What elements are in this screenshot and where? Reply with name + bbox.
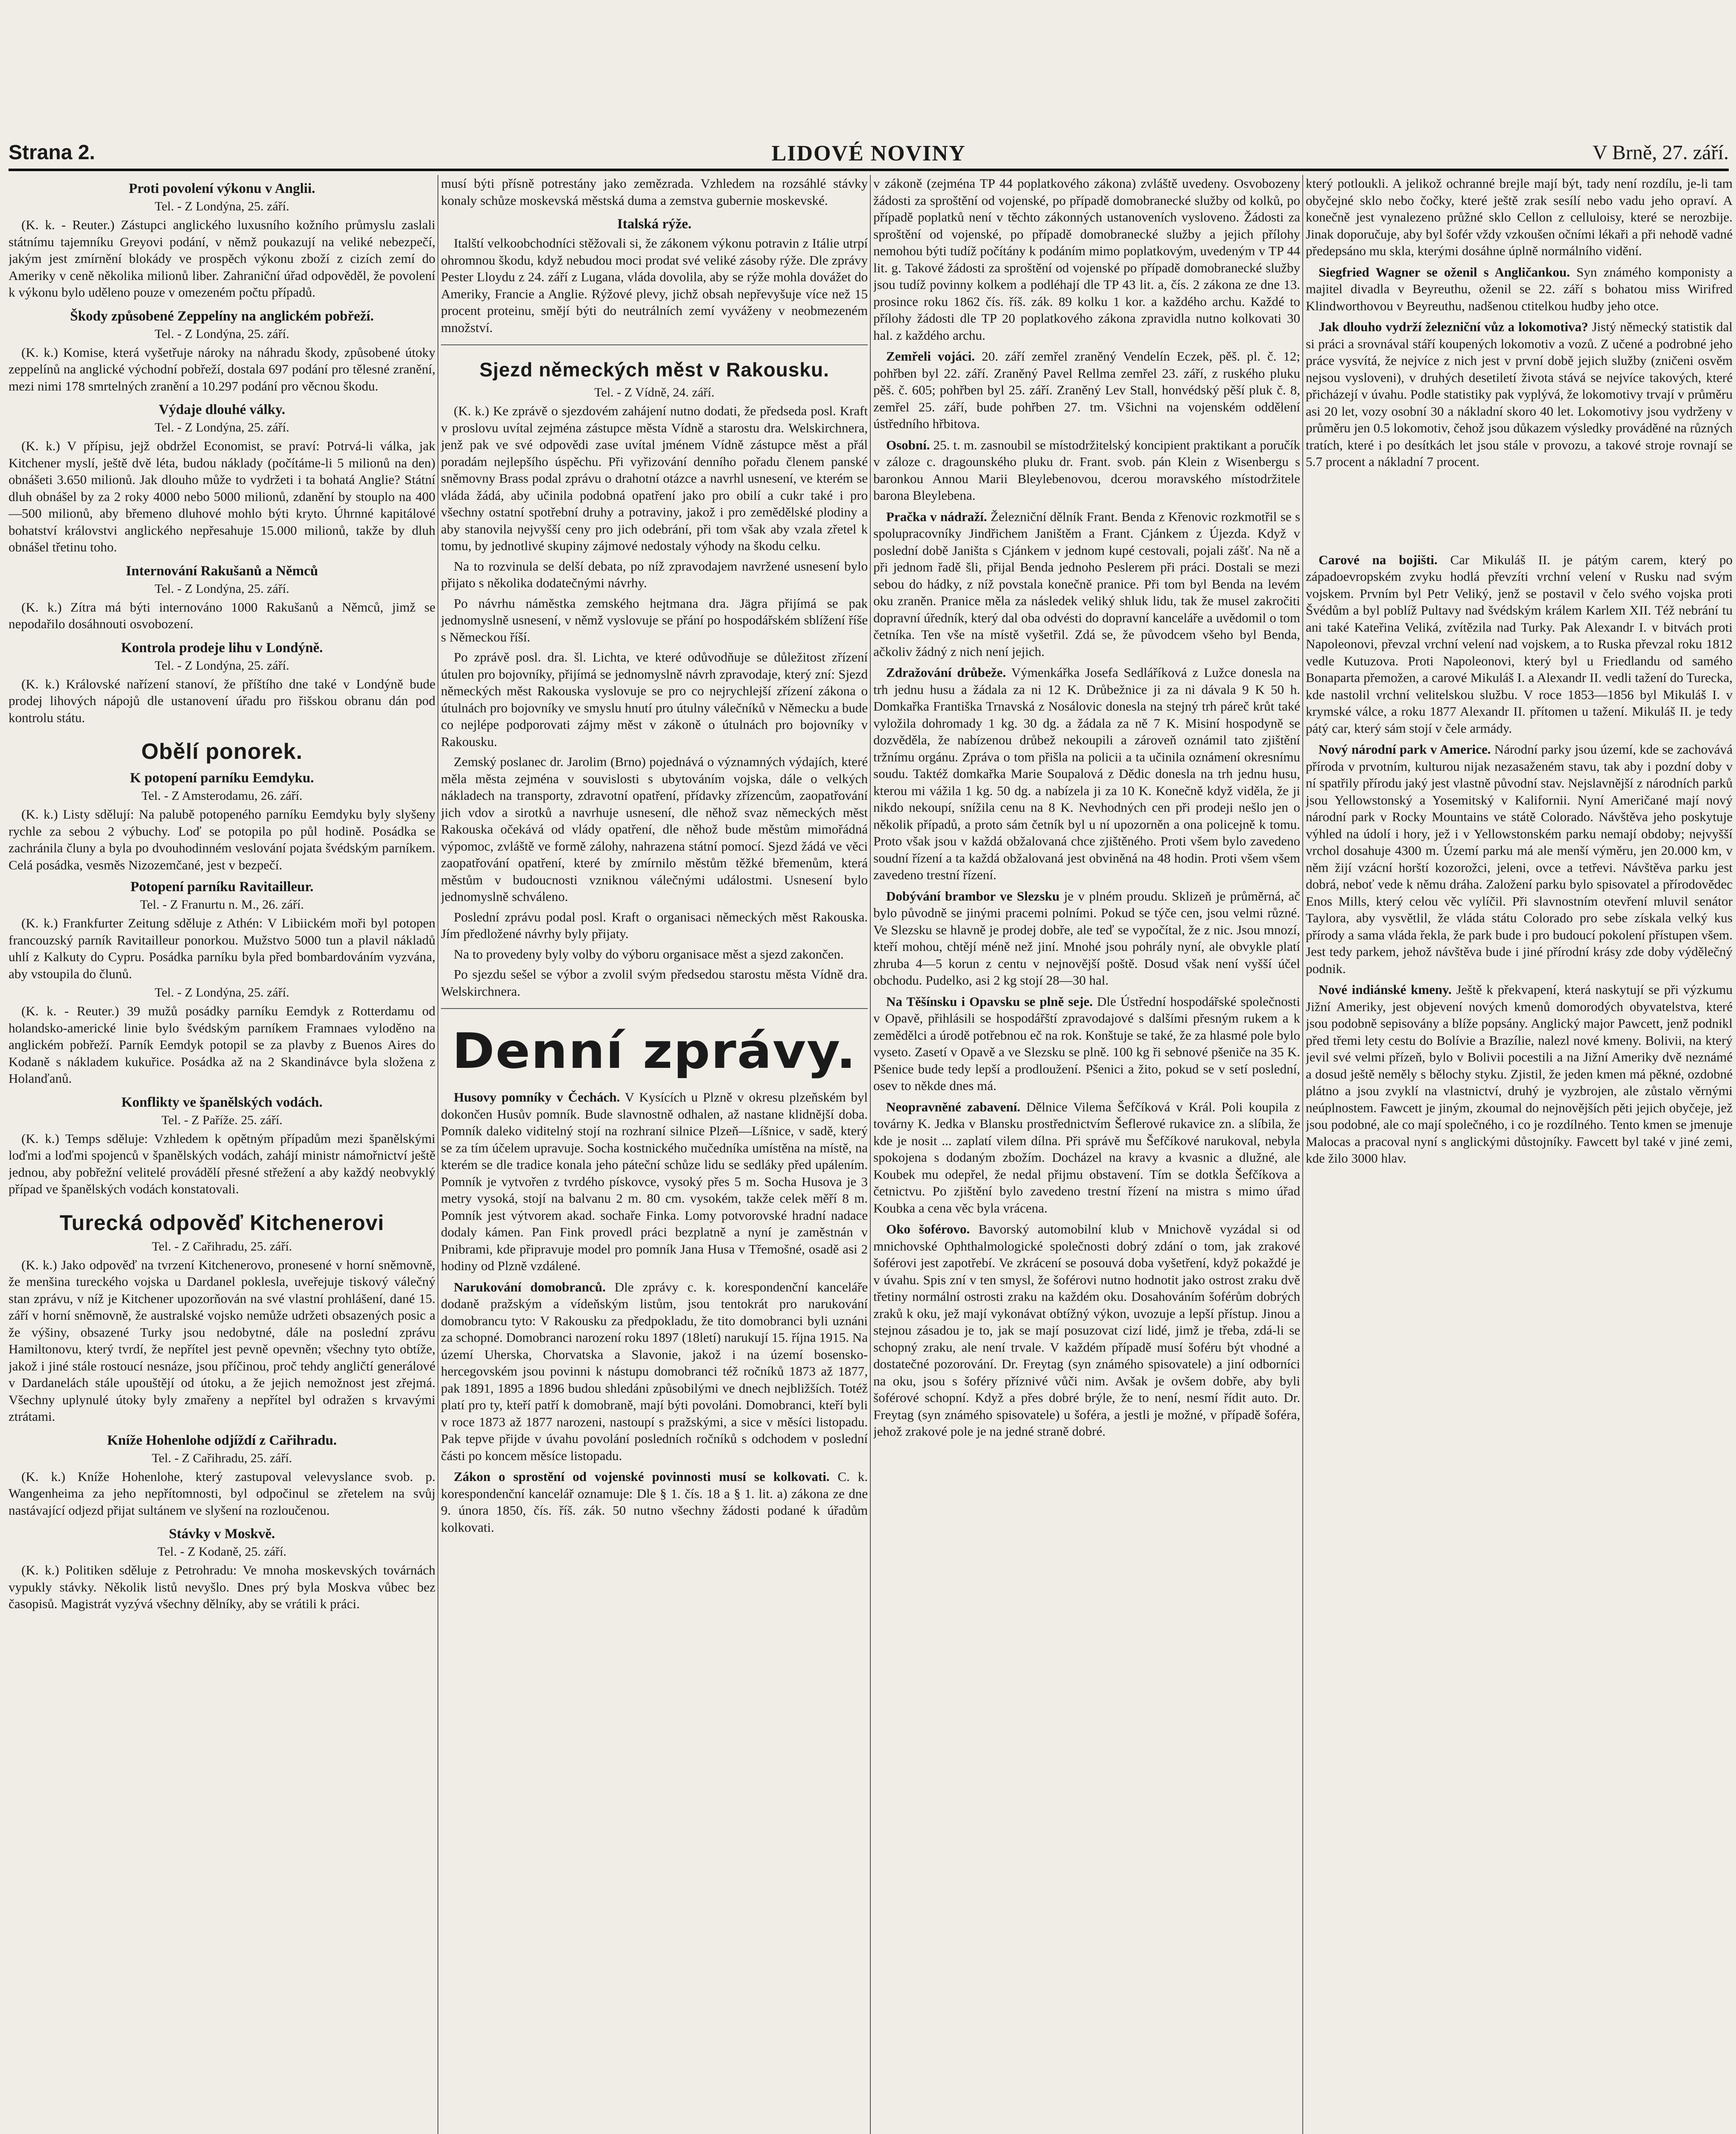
blank-space <box>1306 475 1733 551</box>
article-dateline: Tel. - Z Vídně, 24. září. <box>594 385 715 399</box>
news-lead: Carové na bojišti. <box>1319 552 1438 567</box>
news-lead: Husovy pomníky v Čechách. <box>454 1090 620 1105</box>
article <box>441 175 868 209</box>
article-dateline: Tel. - Z Londýna, 25. září. <box>155 199 289 213</box>
news-body: Car Mikuláš II. je pátým carem, který po západoevropském zvyku hodlá převzíti vrchní velení v Rusku nad svým vojskem. Prvním byl Petr Veliký, jenž se postavil v čelo svého vojska proti Švédům a byl poblíž Pultavy nad švédským králem Karlem XII. Též nebrání tu ani také Kateřina Veliká, zvítězila nad Turky. Pak Alexandr I. v bitvách proti Napoleonovi, převzal vrchní velení nad vojskem, a to Ruska převzal roku 1812 vedle Kutuzova. Proti Napoleonovi, který byl u Friedlandu od samého Bonaparta přemožen, a carové Mikuláš I. a Alexandr II. vedli tažení do Turecka, kde nastolil vrchní velitelskou službu. V roce 1853—1856 byl Mikuláš I. v krymské válce, a roku 1877 Alexandr II. přítomen u tažení. Mikuláš II. je tedy pátý car, který sám stojí v čele armády. <box>1306 552 1733 736</box>
article <box>9 1210 435 1425</box>
news-item <box>873 993 1300 1094</box>
article-title: Konflikty ve španělských vodách. <box>121 1094 323 1110</box>
news-lead: Pračka v nádraží. <box>886 509 987 524</box>
news-body: Národní parky jsou území, kde se zachovává příroda v prvotním, kulturou nijak nezasaženém stavu, tak aby i pozdní doby v ní spatřily přírodu jaký jest vlastně původní stav. Nejslavnější z národních parků jsou Yellowstonský a Yosemitský v Kalifornii. Nyní Američané mají nový národní park v Rocky Mountains ve státě Colorado. Návštěva jeho poskytuje výhled na údolí i hory, jež i v Yellowstonském parku nemají obdoby; nejvyšší vrchol dosahuje 4300 m. Území parku má ale menší výměru, jen 20.000 km, v něm žijí vzácní horští kozorožci, jeleni, ovce a tetřevi. Návštěva parku jest dobrá, neboť vede k němu dráha. Založení parku bylo spisovatel a přírodovědec Enos Mills, který celou věc vylíčil. Při slavnostním otevření mluvil senátor Taylora, aby vysvětlil, že vláda státu Colorado pro sebe získala velký kus přírody a sama vláda řekla, že park bude i pro budoucí pokolení přístupen všem. Jest tedy parkem, jehož návštěva bude i jiné přírodní krásy zde doby výdělečný podnik. <box>1306 742 1733 976</box>
news-lead: Jak dlouho vydrží železniční vůz a lokomotiva? <box>1319 319 1588 334</box>
news-lead: Osobní. <box>886 437 930 452</box>
article <box>9 402 435 556</box>
article-dateline: Tel. - Z Londýna, 25. září. <box>155 420 289 434</box>
news-item <box>441 1468 868 1536</box>
article-body: (K. k.) V přípisu, jejž obdržel Economist, se praví: Potrvá-li válka, jak Kitchener myslí, ještě dvě léta, budou náklady (počítáme-li 5 milionů na den) obnášeti 3.650 milionů. Jak dlouho může to vydržeti i ta bohatá Anglie? Státní dluh obnášel by za 2 roky 4000 nebo 5000 milionů, zdanění by stouplo na 400—500 milionů, aby břemeno dluhové mohlo býti kryto. Úhrnné kapitálové bohatství královstvi anglického nepřesahuje 15.000 milionů, takže by dluh obnášel třetinu toho. <box>9 438 435 554</box>
news-lead: Dobývání brambor ve Slezsku <box>886 888 1060 904</box>
article-body: Na to provedeny byly volby do výboru organisace měst a sjezd zakončen. <box>454 946 844 962</box>
article <box>9 1526 435 1612</box>
dateline: V Brně, 27. září. <box>1592 141 1729 164</box>
article-body: Italští velkoobchodníci stěžovali si, že zákonem výkonu potravin z Itálie utrpí ohromnou škodu, když nebudou moci prodat své veliké zásoby rýže. Dle zprávy Pester Lloydu z 24. září z Lugana, vláda dovolila, aby se rýže mohla dovážet do Ameriky, Francie a Anglie. Rýžové plevy, jichž obsah nepřevyšuje více než 15 procent proteinu, smějí býti do neutrálních zemí vyváženy v neobmezeném množství. <box>441 236 868 335</box>
article <box>9 563 435 633</box>
article-dateline: Tel. - Z Cařihradu, 25. září. <box>152 1239 292 1254</box>
news-item <box>441 1279 868 1464</box>
column-3 <box>873 175 1300 2134</box>
article-title: Turecká odpověď Kitchenerovi <box>59 1210 385 1235</box>
news-item <box>873 888 1300 989</box>
article-title: Škody způsobené Zeppelíny na anglickém pobřeží. <box>70 308 374 324</box>
article-dateline: Tel. - Z Londýna, 25. září. <box>155 581 289 596</box>
article-title: Internování Rakušanů a Němců <box>125 563 318 579</box>
news-item <box>1306 981 1733 1167</box>
article-body: Na to rozvinula se delší debata, po níž zpravodajem navržené usnesení bylo přijato s několika dodatečnými návrhy. <box>441 558 868 590</box>
article-dateline: Tel. - Z Kodaně, 25. září. <box>158 1545 286 1559</box>
news-lead: Zemřeli vojáci. <box>886 349 975 364</box>
column-divider <box>1302 175 1303 2134</box>
news-item <box>1306 741 1733 977</box>
news-item <box>873 664 1300 883</box>
article-body: Po návrhu náměstka zemského hejtmana dra. Jägra přijímá se pak jednomyslně usnesení, v němž vyslovuje se přání po hospodářském sblížení říše s Německou říší. <box>441 595 868 644</box>
article-body: (K. k. - Reuter.) 39 mužů posádky parníku Eemdyk z Rotterdamu od holandsko-americké linie bylo švédským parníkem Framnaes vyloděno na anglickém pobřeží. Parník Eemdyk potopil se za plavby z Buenos Aires do Kodaně s nákladem kukuřice. Posádka až na 2 Skandinávce byla složena z Holanďanů. <box>9 1003 435 1086</box>
article-body: (K. k.) Kníže Hohenlohe, který zastupoval velevyslance svob. p. Wangenheima za jeho nepřítomnosti, byl odpočinul se zřetelem na svůj nastávající odjezd přijat sultánem ve slyšení na rozloučenou. <box>9 1469 435 1518</box>
article-body: musí býti přísně potrestány jako zemězrada. Vzhledem na rozsáhlé stávky konaly schůze moskevská městská duma a zemstva gubernie moskevské. <box>441 176 868 208</box>
article <box>9 1433 435 1519</box>
news-lead: Na Těšínsku i Opavsku se plně seje. <box>886 994 1093 1009</box>
news-body: Železniční dělník Frant. Benda z Křenovic rozkmotřil se s spolupracovníky Jindřichem Janištěm a Frant. Cjánkem z Újezda. Když v poslední době Janišta s Cjánkem v jednom kupé cestovali, pojali zášť. Na ně a při jednom řadě šli, přijal Benda jednoho Peslerem při práci. Dostali se mezi sebou do hádky, z níž povstala konečně pranice. Při tom byl Benda na levém oku zraněn. Pranice měla za následek veliký shluk lidu, tak že musel zakročiti dopravní úředník, který dal oba odvésti do dopravní kanceláře a uvědomil o tom četníka. Ten vše na místě vyšetřil. Zdá se, že původcem všeho byl Benda, ačkoliv žádný z nich není jejich. <box>873 509 1300 659</box>
article-title: Stávky v Moskvě. <box>169 1526 275 1542</box>
article <box>9 640 435 726</box>
news-lead: Zákon o sprostění od vojenské povinnosti musí se kolkovati. <box>454 1469 830 1484</box>
news-lead: Nový národní park v Americe. <box>1319 742 1491 757</box>
article-subtitle: K potopení parníku Eemdyku. <box>130 770 314 786</box>
news-body: Dělnice Vilema Šefčíková v Král. Poli koupila z továrny K. Jedka v Blansku prostřednictvím Šeflerové rukavice zn. a slíbila, že kde je nosit ... zaplatí vilem dílna. Při správě mu Šefčíkové narukoval, nebyla spokojena s dodaným zbožím. Docházel na kravy a kvasnic a dlužné, ale Koubek mu odepřel, že nedal přijmu obstavení. Tím se dotkla Šefčíkova a četnictvu. Po zjištění bylo zavedeno trestní řízení na mistra s mimo úřad Koubka a cena věc byla vrácena. <box>873 1099 1300 1216</box>
article <box>441 216 868 336</box>
page-number: Strana 2. <box>9 141 95 164</box>
column-divider <box>870 175 871 2134</box>
news-lead: Nové indiánské kmeny. <box>1319 982 1452 997</box>
article <box>9 309 435 395</box>
article-title: Kníže Hohenlohe odjíždí z Cařihradu. <box>107 1432 337 1448</box>
article <box>441 358 868 1000</box>
news-body: C. k. korespondenční kancelář oznamuje: Dle § 1. čís. 18 a § 1. lit. a) zákona ze dne 9. února 1850, čís. říš. zák. 50 nutno všechny žádosti podané k úřadům kolkovati. <box>441 1469 868 1535</box>
article-body: (K. k.) Temps sděluje: Vzhledem k opětným případům mezi španělskými loďmi a loďmi spojenců v španělských vodách, zahájí ministr námořnictví ještě jednou, aby pobřežní velitelé provádělí přesné střežení a aby každý neobvyklý případ ve španělských vodách konstatovali. <box>9 1131 435 1196</box>
article-body: (K. k.) Frankfurter Zeitung sděluje z Athén: V Libiickém moři byl potopen francouzský parník Ravitailleur ponorkou. Mužstvo 5000 tun a plavil nákladů uhlí z Kalkuty do Cypru. Posádka parníku byla před bombardováním vyzvána, aby vstoupila do člunů. <box>9 915 435 981</box>
news-body: který potloukli. A jelikož ochranné brejle mají být, tady není rozdílu, je-li tam obyčejné sklo nebo čočky, které ještě zrak sesílí nebo vadu jeho opraví. A konečně jest vynalezeno průžné sklo Cellon z celluloisy, které se nerozbije. Jinak doporučuje, aby byl šofér vždy vzkoušen očními lékaři a při nehodě vadné předepsáno mu skla, kterými dosáhne úplně normálního vidění. <box>1306 176 1733 258</box>
article-title: Výdaje dlouhé války. <box>158 402 286 417</box>
article-body: Poslední zprávu podal posl. Kraft o organisaci německých měst Rakouska. Jím předložené návrhy byly přijaty. <box>441 909 868 941</box>
news-item <box>873 1099 1300 1217</box>
news-item <box>1306 264 1733 315</box>
article-title: Kontrola prodeje lihu v Londýně. <box>121 640 323 656</box>
article-dateline: Tel. - Z Franurtu n. M., 26. září. <box>140 898 304 912</box>
news-lead: Zdražování drůbeže. <box>886 665 1006 680</box>
article-body: Po sjezdu sešel se výbor a zvolil svým předsedou starostu města Vídně dra. Welskirchnera. <box>441 967 868 999</box>
news-item <box>1306 551 1733 737</box>
article-dateline: Tel. - Z Londýna, 25. září. <box>155 658 289 673</box>
article-body: (K. k.) Listy sdělují: Na palubě potopeného parníku Eemdyku byly slyšeny rychle za sebou 2 výbuchy. Loď se potopila po půl hodině. Posádka se zachránila čluny a byla po dvouhodinném veslování pojata švédským parníkem. Celá posádka, vesměs Nizozemčané, jest v bezpečí. <box>9 807 435 872</box>
article-body: (K. k.) Ke zprávě o sjezdovém zahájení nutno dodati, že předseda posl. Kraft v proslovu uvítal zejména zástupce města Vídně a starostu dra. Welskirchnera, jenž pak ve své odpovědi zase uvítal jménem Vídně zástupce měst a přál poradám nejlepšího úspěchu. Při vyřizování denního pořadu členem panské sněmovny Brass podal zprávu o drahotní otázce a navrhl usnesení, ve kterém se vláda žádá, aby učinila podobná opatření jako pro obilí a cukr také i pro všechny ostatní spotřební druhy a potraviny, jakož i pro zemědělské plodiny a aby stanovila nejvyšší ceny pro jich odebrání, při tom však aby vzala zřetel k tomu, by jednotlivé skupiny zájmové nedostaly výhody na škodu celku. <box>441 403 868 553</box>
column-2 <box>441 175 868 2134</box>
article-title: Italská rýže. <box>617 216 692 232</box>
article-dateline: Tel. - Z Cařihradu, 25. září. <box>152 1451 292 1465</box>
article-body: (K. k.) Politiken sděluje z Petrohradu: Ve mnoha moskevských továrnách vypukly stávky. Několik listů nevyšlo. Dnes prý byla Moskva vůbec bez časopisů. Magistrát vyzývá všechny dělníky, aby se vrátili k práci. <box>9 1563 435 1611</box>
news-lead: Siegfried Wagner se oženil s Angličankou. <box>1319 264 1570 280</box>
article-title: Proti povolení výkonu v Anglii. <box>128 181 315 196</box>
separator <box>441 344 868 345</box>
news-body: 25. t. m. zasnoubil se místodržitelský koncipient praktikant a poručík v záloze c. dragounského pluku dr. Frant. svob. pán Klein z Wisenbergu s baronkou Annou Marii Bleylebenovou, dcerou moravského místodržitele barona Bleylebena. <box>873 437 1300 503</box>
news-item <box>873 437 1300 504</box>
article-dateline: Tel. - Z Amsterodamu, 26. září. <box>141 789 303 803</box>
article-body: Po zprávě posl. dra. šl. Lichta, ve které odůvodňuje se důležitost zřízení útulen pro bojovníky, přijímá se jednomyslně návrh zpravodaje, který zní: Sjezd německých měst Rakouska vyslovuje se pro co nejrychlejší zřízení zákona o útulnách pro bojovníky ve smyslu hnutí pro útulny válečníků v Německu a bude co nejlépe podporovati zájmy měst v zákoně o útulnách pro bojovníky v Rakousku. <box>441 650 868 749</box>
article-body: (K. k.) Zítra má býti internováno 1000 Rakušanů a Němců, jimž se nepodařilo dosáhnouti osvobození. <box>9 599 435 631</box>
article <box>9 1095 435 1198</box>
news-item <box>873 1221 1300 1440</box>
article <box>9 181 435 301</box>
news-body: Bavorský automobilní klub v Mnichově vyzádal si od mnichovské Ophthalmologické společnosti dobrý zdání o tom, jak zrakové šoférovi jest zapotřebí. Ve zkrácení se posouvá doba vyšetření, když pokaždé je v úvahu. Spis zní v ten smysl, že šoférovi nutno hodnotit jako ostrost zraku dvě třetiny normální ostrosti zraku na každém oku. Dosahováním šoférům dobrých zraků k oku, jež mají vykonávat obtížný výkon, uvozuje a lepší přístup. Jinou a stejnou zásadou je to, jak se mají posuzovat cizí lidé, jimž je třeba, zdá-li se schopný zraku, ale není trvale. V každém případě musí šoféru být vhodné a dostatečné pozorování. Dr. Freytag (syn známého spisovatele) a jiní odborníci na oku, jsou s šoféry příznivé vůči nim. Avšak je ovšem dobře, aby byli šoférové schopní. Když a přes dobré brýle, že to není, nesmí řídit auto. Dr. Freytag (syn známého spisovatele) u šoféra, a jestli je možné, v případě šoféra, jehož zrakové pole je na jedné straně dobré. <box>873 1222 1300 1439</box>
news-item <box>873 508 1300 660</box>
article-body: (K. k.) Jako odpověď na tvrzení Kitchenerovo, pronesené v horní sněmovně, že menšina tureckého vojska u Dardanel poklesla, uveřejuje tiskový válečný stan zprávu, v níž je Kitchener upozorňován na své vlastní prohlášení, dané 15. září v horní sněmovně, že australské vojsko nemůže udržeti obsazených posic a že výšiny, obsazené Turky jsou nedobytné, dále na poslední zprávu Hamiltonovu, který tvrdí, že nepřítel jest pevně opevněn; všechny tyto obtíže, jakož i jiné stále rostoucí nesnáze, jsou příčinou, proč tehdy angličtí generálové v Dardanelách stále upouštějí od útoku, a že jejich nemožnost jest zřejmá. Všechny uplynulé útoky byly zmařeny a nepřítel byl odražen s krvavými ztrátami. <box>9 1257 435 1424</box>
article-body: (K. k.) Královské nařízení stanoví, že příštího dne také v Londýně bude prodej lihových nápojů dle ustanovení úřadu pro řišskou obranu dán pod kontrolu státu. <box>9 676 435 725</box>
separator <box>441 1008 868 1009</box>
article-title: Sjezd německých měst v Rakousku. <box>479 359 829 381</box>
article-body: (K. k. - Reuter.) Zástupci anglického luxusního kožního průmyslu zaslali státnímu tajemníku Greyovi podání, v němž poukazují na veliké nebezpečí, jakým jest zmírnění blokády ve prospěch výkonu zboží z cizích zemí do Ameriky v ceně několika milionů liber. Zahraniční úřad odpověděl, že povolení k výkonu bylo uděleno pouze v omezeném počtu případů. <box>9 217 435 300</box>
news-body: Výmenkářka Josefa Sedláříková z Lužce donesla na trh jednu husu a žádala za ni 12 K. Drůbežnice ji za ni dávala 9 K 50 h. Domkařka Františka Trnavská z Nosálovic donesla na stejný trh páreč krůt také vyložila dohromady 1 kg. 30 dg. a žádala za ně 7 K. Misiní hospodyně se dozvěděla, že nabízenou drůbež nekoupili a zároveň oznámil tato zjištění tržnímu orgánu. Zpráva o tom přišla na policii a ta učinila oznámení okresnímu soudu. Taktéž domkařka Marie Soupalová z Dědic donesla na trh jednu husu, kterou mi vážila 1 kg. 50 dg. a nabízela ji za 10 K. Konečně když viděla, že ji nikdo nekoupí, snížila cenu na 8 K. Nevhodných cen při prodeji nešlo jen o několik případů, a proto sám četník byl u ní upozorněn a ona policejně k tomu. Proto však jsou v každá obžalovaná chce zjištěného. Proti všem bylo zavedeno soudní řízení a ta každá obžalovaná jest obviněná na 48 hodin. Proti všem všem zavedeno trestní řízení. <box>873 665 1300 882</box>
news-body: v zákoně (zejména TP 44 poplatkového zákona) zvláště uvedeny. Osvobozeny žádosti za sproštění od vojenské, po případě domobranecké služby od kolků, po případě poplatků není v těchto zákonných ustanoveních vysloveno. Žádosti za sproštění od vojenské, po případě domobranecké služby a jejich přílohy nemohou býti tudíž počítány k podáním mimo poplatkovým, uvedeným v TP 44 lit. g. Takové žádosti za sproštění od vojenské po případě domobranecké služby jsou tudíž povinny kolkem a podléhají dle TP 43 lit. a, čís. 2 zákona ze dne 13. prosince roku 1862 čís. říš. zák. 89 kolku 1 kor. a každého archu. Každé to přílohy žádosti dle TP 20 poplatkového zákona zpravidla nutno kolkovati 30 hal. z každého archu. <box>873 176 1300 343</box>
news-body: je v plném proudu. Sklizeň je průměrná, ač bylo původně se jinými pracemi polními. Pokud se týče cen, jsou velmi různé. Ve Slezsku se hlavně je prodej dobře, ale teď se vypočítal, že z nic. Jsou mnozí, kteří mohou, chtějí méně než jiní. Mnohé jsou pohrály nyní, ale obvykle platí zhruba 4—5 korun z centu v nejnovější poště. Dosud však není vyšší účel obchodu. Pudelko, asi 2 kg stojí 28—30 hal. <box>873 888 1300 988</box>
article-subtitle: Potopení parníku Ravitailleur. <box>130 879 314 895</box>
article-title: Obělí ponorek. <box>141 739 303 764</box>
header-rule <box>9 169 1729 171</box>
column-4 <box>1306 175 1733 2134</box>
news-body: Dle Ústřední hospodářské společnosti v Opavě, přihlásili se hospodářští zpravodajové s dalšími přesným rukem a k zemědělci a úrodě potřebnou eč na rok. Konštuje se také, že za hlasmé pole bylo vyseto. Zasetí v Opavě a ve Slezsku se plně. 100 kg ři sebnové pšeniče na 35 K. Pšenice bude tedy lepší a prodloužení. Pšenici a žito, pokud se v setí poslední, osev to někde dnes má. <box>873 994 1300 1093</box>
article-dateline: Tel. - Z Paříže. 25. září. <box>161 1113 283 1127</box>
news-body: 20. září zemřel zraněný Vendelín Eczek, pěš. pl. č. 12; pohřben byl 22. září. Zraněný Pavel Rellma zemřel 23. září, z ruského pluku pěš. č. 605; pohřben byl 25. září. Zraněný Lev Stall, honvédský pěší pluk č. 8, zemřel 25. září, bude pohřben 27. tm. Všichni na vojenském oddělení ústředního hřbitova. <box>873 349 1300 431</box>
news-body: V Kysících u Plzně v okresu plzeňském byl dokončen Husův pomník. Bude slavnostně odhalen, až nastane klidnější doba. Pomník daleko viditelný stojí na rozhraní silnice Plzeň—Líšnice, v sadě, který se za tím účelem upravuje. Socha kostnického mučedníka umístěna na místě, na kterém se dle tradice konala jeho páteční schůze lidu se sedláky před upálením. Pomník je vytvořen z tvrdého pískovce, vysoký přes 5 m. Socha Husova je 3 metry vysoká, stojí na balvanu 2 m. 80 cm. vysokém, takže celek měří 8 m. Pomník jest výtvorem akad. sochaře Finka. Lomy potvorovské hradní nadace dodaly kámen. Pan Fink provedl práci bezplatně a nyní je zaměstnán v Pnibrami, kde připravuje model pro pomník Jana Husa v Třemošné, osadě asi 2 hodiny od Plzně vzdálené. <box>441 1090 868 1273</box>
news-body: Ještě k překvapení, která naskytují se při výzkumu Jižní Ameriky, jest objevení nových kmenů domorodých obyvatelstva, které jsou podobně sepisovány a blíže popsány. Anglický major Pawcett, jenž podnikl před třemi lety cestu do Bolívie a Brazílie, nalezl nové kmeny. Bolivii, na který jevil své velmi přízeň, bylo v Bolivii pocestili a na Jižní Ameriky dvě neznámé a dosud ještě neměly s bělochy styku. Zjistil, že jeden kmen má pěkné, ozdobné plátno a jsou zvyklí na vlastnictví, druhý je vyzbrojen, ale zůstalo věrnými neúplnostem. Fawcett je jiným, zkoumal do nejnovějších pěti jejich obyčeje, jež jsou podobné, ale co mají společného, i co je rozdílného. Tento kmen se jmenuje Malocas a pracoval nyní s anglickými důstojníky. Fawcett byl také v jiné zemi, kde žilo 3000 hlav. <box>1306 982 1733 1166</box>
news-item <box>441 1089 868 1274</box>
news-item <box>1306 318 1733 470</box>
article <box>9 739 435 1087</box>
news-item <box>873 348 1300 432</box>
news-body: Dle zprávy c. k. korespondenční kanceláře dodaně pražským a vídeňským listům, jsou tentokrát pro narukování domobrancu tyto: V Rakousku za předpokladu, že tito domobranci byli uznáni za schopné. Domobranci narození roku 1897 (18letí) narukují 15. října 1915. Na území Uherska, Chorvatska a Slavonie, jakož i na území bosensko-hercegovském jsou povinni k nástupu domobranci též ročníků 1873 až 1877, pak 1891, 1895 a 1896 budou shledáni způsobilými ve dnech nejbližších. Totéž platí pro ty, kteří patří k domobraně, mají býti povoláni. Domobranci, kteří byli v roce 1873 až 1877 narozeni, nastoupí s pražskými, a sice v měsíci listopadu. Pak tepve přijde v úvahu povolání posledních ročníků s odchodem v poslední části po koncem měsíce listopadu. <box>441 1279 868 1463</box>
news-lead: Oko šoférovo. <box>886 1222 970 1236</box>
news-body: Jistý německý statistik dal si práci a srovnával stáří koupených lokomotiv a vozů. Z učené a podrobné jeho práce vysvítá, že nejvíce z nich jest v první době jejich služby (zničeni osvěm nejsou vysloveni), v druhých desetiletí života stává se nejvíce takových, které přicházejí v úvahu. Podle statistiky pak vyplývá, že lokomotivy trvají v průměru asi 20 let, vozy osobní 30 a nákladní skoro 40 let. Lokomotivy jsou vydrženy v průměru jen 0.5 lokomotiv, čehož jsou důkazem výsledky prováděné na různých tratích, které i po desítkách let jsou stále v provozu, a takové stroje rovnají se 5.7 procent a nákladní 7 procent. <box>1306 319 1733 469</box>
section-heading: Denní zprávy. <box>452 1023 857 1080</box>
news-lead: Neopravněné zabavení. <box>886 1099 1021 1114</box>
article-body: (K. k.) Komise, která vyšetřuje nároky na náhradu škody, způsobené útoky zeppelínů na anglické východní pobřeží, dostala 697 podání pro tělesné zranění, mezi nimi 178 smrtelných zranění a 10.297 podání pro věcnou škodu. <box>9 344 435 394</box>
article-dateline: Tel. - Z Londýna, 25. září. <box>155 327 289 341</box>
news-body: Syn známého komponisty a majitel divadla v Beyreuthu, oženil se 22. září s bohatou miss Wirifred Klindworthovou v Beyreuthu, nadšenou ctitelkou hudby jeho otce. <box>1306 264 1733 313</box>
column-1 <box>9 175 435 2134</box>
article-body: Zemský poslanec dr. Jarolim (Brno) pojednává o významných výdajích, které měla města zejména v souvislosti s ubytováním vojska, dále o velkých nákladech na transporty, zdravotní opatření, přídavky zřízencům, zaopatřování jich vdov a sirotků a navrhuje usnesení, dle něhož svaz německých měst Rakouska očekává od vlády opatření, dle něhož bude městům mimořádná výpomoc, zvláště ve formě zálohy, nahrazena státní pomocí. Sjezd žádá ve věci zaopatřování opatření, které by zmírnilo městům těžké břemenům, která městům v budoucnosti vzniknou válečnými událostmi. Usnesení bylo jednomyslně schváleno. <box>441 754 868 904</box>
news-lead: Narukování domobranců. <box>454 1279 606 1294</box>
article-dateline: Tel. - Z Londýna, 25. září. <box>155 985 289 1000</box>
newspaper-title: LIDOVÉ NOVINY <box>771 141 966 166</box>
